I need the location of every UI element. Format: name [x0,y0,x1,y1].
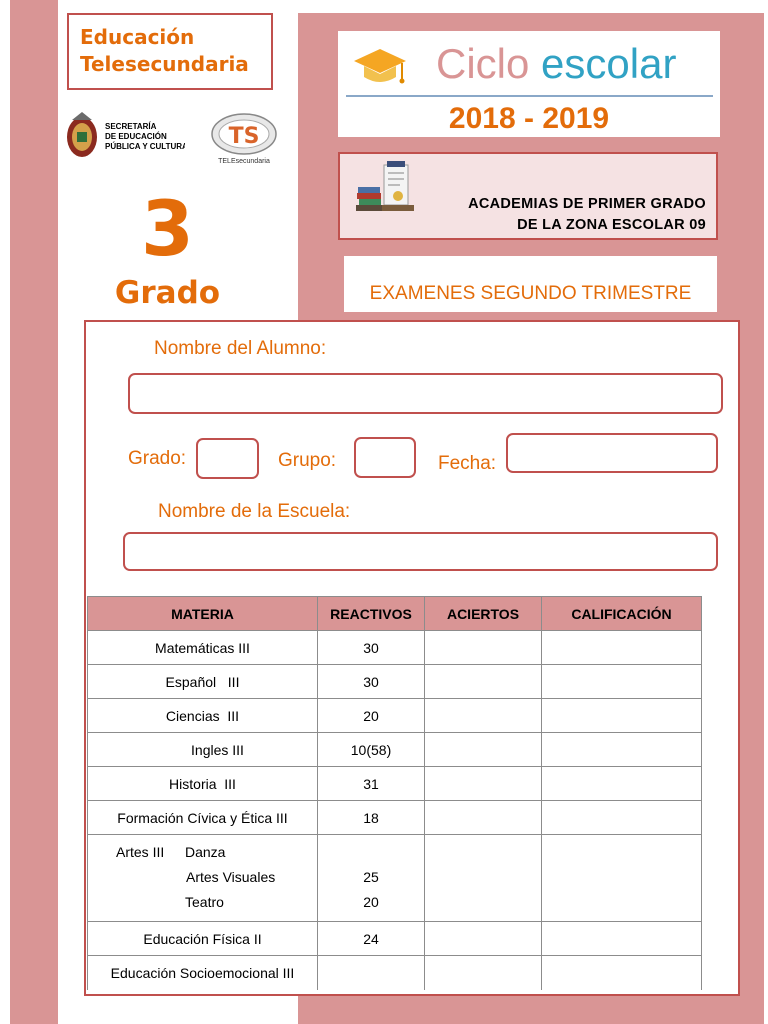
ts-logo-icon [210,112,282,168]
reactivos-visuales: 25 [363,869,379,885]
reactivos-cell [318,956,425,990]
reactivos-cell: 24 [318,922,425,956]
nombre-escuela-label: Nombre de la Escuela: [158,501,351,522]
school-years: 2018 - 2019 [448,102,610,135]
aciertos-cell[interactable] [425,767,542,801]
grado-field[interactable] [196,438,259,479]
artes-reactivos-cell [318,835,425,922]
ts-logo-caption: TELEsecundaria [218,158,270,165]
materia-cell: Formación Cívica y Ética III [88,801,318,835]
exam-title: EXAMENES SEGUNDO TRIMESTRE [369,283,692,304]
artes-label: Artes III [116,844,165,860]
calificacion-cell[interactable] [542,801,702,835]
pink-background-left [10,0,58,1024]
reactivos-teatro: 20 [363,894,379,910]
telesecundaria-logo [210,112,282,168]
header-materia: MATERIA [88,597,318,631]
aciertos-cell[interactable] [425,801,542,835]
table-row [88,922,702,956]
ts-logo-letters: TS [228,124,260,149]
grade-word: Grado [114,275,221,311]
aciertos-cell[interactable] [425,699,542,733]
grado-label: Grado: [128,448,187,469]
calificacion-cell[interactable] [542,956,702,990]
reactivos-cell: 18 [318,801,425,835]
calificacion-cell[interactable] [542,922,702,956]
academias-box [338,152,718,240]
table-row-artes [88,835,702,922]
nombre-alumno-field[interactable] [128,373,723,414]
reactivos-cell: 31 [318,767,425,801]
ciclo-escolar-title [436,38,676,90]
ciclo-escolar-box [338,31,720,137]
exam-title-box [344,256,717,312]
calificacion-cell[interactable] [542,631,702,665]
aciertos-cell[interactable] [425,631,542,665]
sep-seal-icon [65,110,185,165]
calificacion-cell[interactable] [542,733,702,767]
calificacion-cell[interactable] [542,699,702,733]
fecha-label: Fecha: [438,453,497,474]
ciclo-word: Ciclo [436,40,530,87]
table-row [88,665,702,699]
materia-cell: Educación Física II [88,922,318,956]
escolar-word: escolar [541,40,677,87]
calificacion-cell[interactable] [542,665,702,699]
materia-cell: Ingles III [88,733,318,767]
sep-logo [65,110,185,165]
header-reactivos: REACTIVOS [318,597,425,631]
grupo-field[interactable] [354,437,416,478]
nombre-escuela-field[interactable] [123,532,718,571]
aciertos-cell[interactable] [425,835,542,922]
nombre-alumno-label: Nombre del Alumno: [154,338,327,359]
table-row [88,733,702,767]
graduation-cap-icon [352,45,408,89]
materia-cell: Español III [88,665,318,699]
artes-sub-danza: Danza [185,844,226,860]
edu-line2: Telesecundaria [80,52,249,76]
grades-table [87,596,702,990]
sep-line1: SECRETARÍA [105,122,157,131]
table-row [88,631,702,665]
sep-line2: DE EDUCACIÓN [105,132,167,141]
table-header-row [88,597,702,631]
sep-line3: PÚBLICA Y CULTURA [105,142,185,151]
reactivos-cell: 10(58) [318,733,425,767]
fecha-field[interactable] [506,433,718,473]
calificacion-cell[interactable] [542,767,702,801]
ciclo-divider [346,95,713,97]
aciertos-cell[interactable] [425,956,542,990]
grade-number: 3 [141,184,194,273]
table-row [88,767,702,801]
header-calificacion: CALIFICACIÓN [542,597,702,631]
aciertos-cell[interactable] [425,733,542,767]
materia-cell: Matemáticas III [88,631,318,665]
aciertos-cell[interactable] [425,665,542,699]
reactivos-cell: 20 [318,699,425,733]
artes-sub-teatro: Teatro [185,894,224,910]
artes-sub-visuales: Artes Visuales [186,869,276,885]
materia-cell: Historia III [88,767,318,801]
table-row [88,801,702,835]
reactivos-cell: 30 [318,631,425,665]
header-aciertos: ACIERTOS [425,597,542,631]
calificacion-cell[interactable] [542,835,702,922]
table-row [88,956,702,990]
grupo-label: Grupo: [278,450,337,471]
edu-line1: Educación [80,25,195,49]
table-row [88,699,702,733]
aciertos-cell[interactable] [425,922,542,956]
artes-materia-cell [88,835,318,922]
academias-line2: DE LA ZONA ESCOLAR 09 [517,217,706,233]
materia-cell: Ciencias III [88,699,318,733]
books-diploma-icon [354,159,416,213]
academias-line1: ACADEMIAS DE PRIMER GRADO [468,196,706,212]
edu-telesecundaria-box [67,13,273,90]
materia-cell: Educación Socioemocional III [88,956,318,990]
reactivos-cell: 30 [318,665,425,699]
